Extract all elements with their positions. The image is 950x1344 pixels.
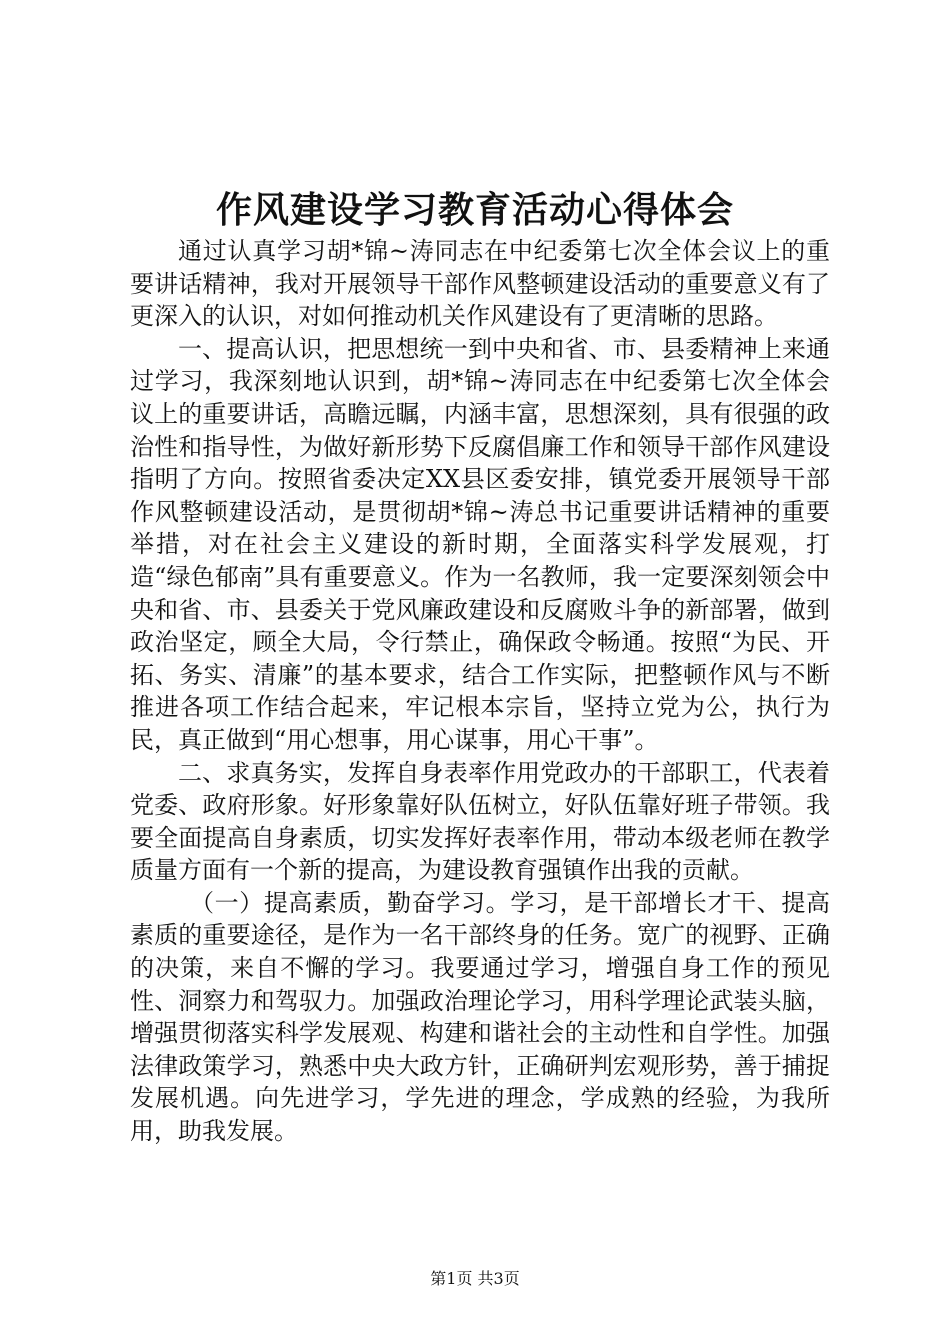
- document-title: 作风建设学习教育活动心得体会: [215, 189, 734, 231]
- page-number: 第1页: [430, 1269, 473, 1288]
- paragraph-subsection-1: （一）提高素质，勤奋学习。学习，是干部增长才干、提高素质的重要途径，是作为一名干部终身的任务。宽广的视野、正确的决策，来自不懈的学习。我要通过学习，增强自身工作的预见性、洞察力和驾驭力。加强政治理论学习，用科学理论武装头脑，增强贯彻落实科学发展观、构建和谐社会的主动性和自学性。加强法律政策学习，熟悉中央大政方针，正确研判宏观形势，善于捕捉发展机遇。向先进学习，学先进的理念，学成熟的经验，为我所用，助我发展。: [130, 888, 830, 1146]
- paragraph-intro: 通过认真学习胡*锦~涛同志在中纪委第七次全体会议上的重要讲话精神，我对开展领导干部作风整顿建设活动的重要意义有了更深入的认识，对如何推动机关作风建设有了更清晰的思路。: [130, 237, 830, 331]
- document-body: [130, 235, 830, 1148]
- page-footer: [0, 1268, 950, 1290]
- paragraph-section-2: 二、求真务实，发挥自身表率作用党政办的干部职工，代表着党委、政府形象。好形象靠好队伍树立，好队伍靠好班子带领。我要全面提高自身素质，切实发挥好表率作用，带动本级老师在教学质量方面有一个新的提高，为建设教育强镇作出我的贡献。: [130, 758, 830, 885]
- page-total: 共3页: [477, 1269, 520, 1288]
- paragraph-section-1: 一、提高认识，把思想统一到中央和省、市、县委精神上来通过学习，我深刻地认识到，胡*锦~涛同志在中纪委第七次全体会议上的重要讲话，高瞻远瞩，内涵丰富，思想深刻，具有很强的政治性和指导性，为做好新形势下反腐倡廉工作和领导干部作风建设指明了方向。按照省委决定XX县区委安排，镇党委开展领导干部作风整顿建设活动，是贯彻胡*锦~涛总书记重要讲话精神的重要举措，对在社会主义建设的新时期，全面落实科学发展观，打造“绿色郁南”具有重要意义。作为一名教师，我一定要深刻领会中央和省、市、县委关于党风廉政建设和反腐败斗争的新部署，做到政治坚定，顾全大局，令行禁止，确保政令畅通。按照“为民、开拓、务实、清廉”的基本要求，结合工作实际，把整顿作风与不断推进各项工作结合起来，牢记根本宗旨，坚持立党为公，执行为民，真正做到“用心想事，用心谋事，用心干事”。: [130, 334, 830, 754]
